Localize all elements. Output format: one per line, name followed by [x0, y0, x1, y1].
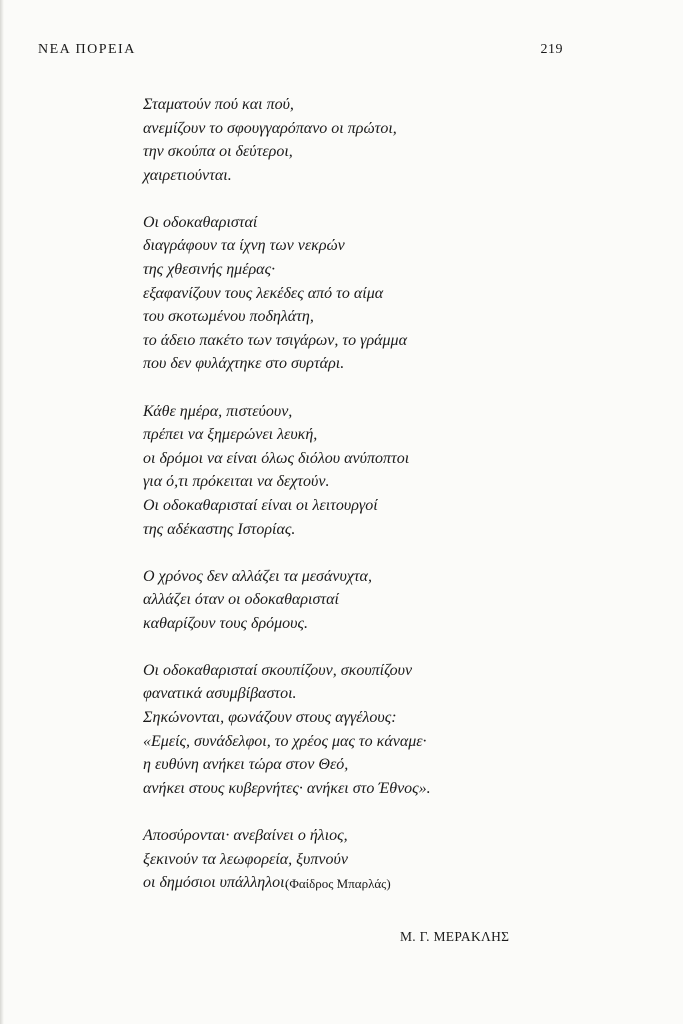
- poem-line: Σηκώνονται, φωνάζουν στους αγγέλους:: [143, 709, 397, 727]
- poem-line: φανατικά ασυμβίβαστοι.: [143, 685, 297, 703]
- poem-line: αλλάζει όταν οι οδοκαθαρισταί: [143, 591, 339, 609]
- running-head: ΝΕΑ ΠΟΡΕΙΑ: [38, 42, 136, 57]
- poem-line: Κάθε ημέρα, πιστεύουν,: [143, 402, 293, 420]
- poem-line: οι δρόμοι να είναι όλως διόλου ανύποπτοι: [143, 449, 410, 467]
- poem-line: την σκούπα οι δεύτεροι,: [143, 143, 293, 161]
- poem-stanza-4: [143, 565, 583, 636]
- poem-line: Ο χρόνος δεν αλλάζει τα μεσάνυχτα,: [143, 567, 372, 585]
- poem-line: για ό,τι πρόκειται να δεχτούν.: [143, 473, 330, 491]
- poem-line: εξαφανίζουν τους λεκέδες από το αίμα: [143, 284, 384, 302]
- poem-line: «Εμείς, συνάδελφοι, το χρέος μας το κάναμε·: [143, 732, 427, 750]
- poem-line: το άδειο πακέτο των τσιγάρων, το γράμμα: [143, 331, 407, 349]
- poem: [143, 93, 583, 918]
- poem-line: ξεκινούν τα λεωφορεία, ξυπνούν: [143, 850, 348, 868]
- poem-stanza-1: [143, 93, 583, 187]
- poem-line: η ευθύνη ανήκει τώρα στον Θεό,: [143, 756, 349, 774]
- poem-line: Οι οδοκαθαρισταί: [143, 213, 258, 231]
- poem-line: Οι οδοκαθαρισταί είναι οι λειτουργοί: [143, 496, 378, 514]
- poem-attribution: (Φαίδρος Μπαρλάς): [285, 876, 391, 891]
- poem-line: του σκοτωμένου ποδηλάτη,: [143, 308, 314, 326]
- poem-line: χαιρετιούνται.: [143, 166, 232, 184]
- poem-line: της αδέκαστης Ιστορίας.: [143, 520, 296, 538]
- poem-line: ανήκει στους κυβερνήτες· ανήκει στο Έθνος».: [143, 779, 431, 797]
- poem-stanza-5: [143, 659, 583, 801]
- poem-line: πρέπει να ξημερώνει λευκή,: [143, 426, 318, 444]
- poem-line: Αποσύρονται· ανεβαίνει ο ήλιος,: [143, 826, 348, 844]
- poem-line: οι δημόσιοι υπάλληλοι.: [143, 874, 289, 892]
- author-signature: Μ. Γ. ΜΕΡΑΚΛΗΣ: [400, 929, 510, 944]
- poem-line: διαγράφουν τα ίχνη των νεκρών: [143, 237, 345, 255]
- poem-stanza-2: [143, 211, 583, 376]
- poem-line: ανεμίζουν το σφουγγαρόπανο οι πρώτοι,: [143, 119, 397, 137]
- poem-line: καθαρίζουν τους δρόμους.: [143, 614, 309, 632]
- poem-line: που δεν φυλάχτηκε στο συρτάρι.: [143, 355, 345, 373]
- poem-line: της χθεσινής ημέρας·: [143, 261, 276, 279]
- page-edge-shadow: [0, 0, 4, 1024]
- poem-line: Οι οδοκαθαρισταί σκουπίζουν, σκουπίζουν: [143, 661, 413, 679]
- page-number: 219: [540, 42, 563, 57]
- poem-stanza-3: [143, 400, 583, 542]
- poem-line: Σταματούν πού και πού,: [143, 96, 294, 113]
